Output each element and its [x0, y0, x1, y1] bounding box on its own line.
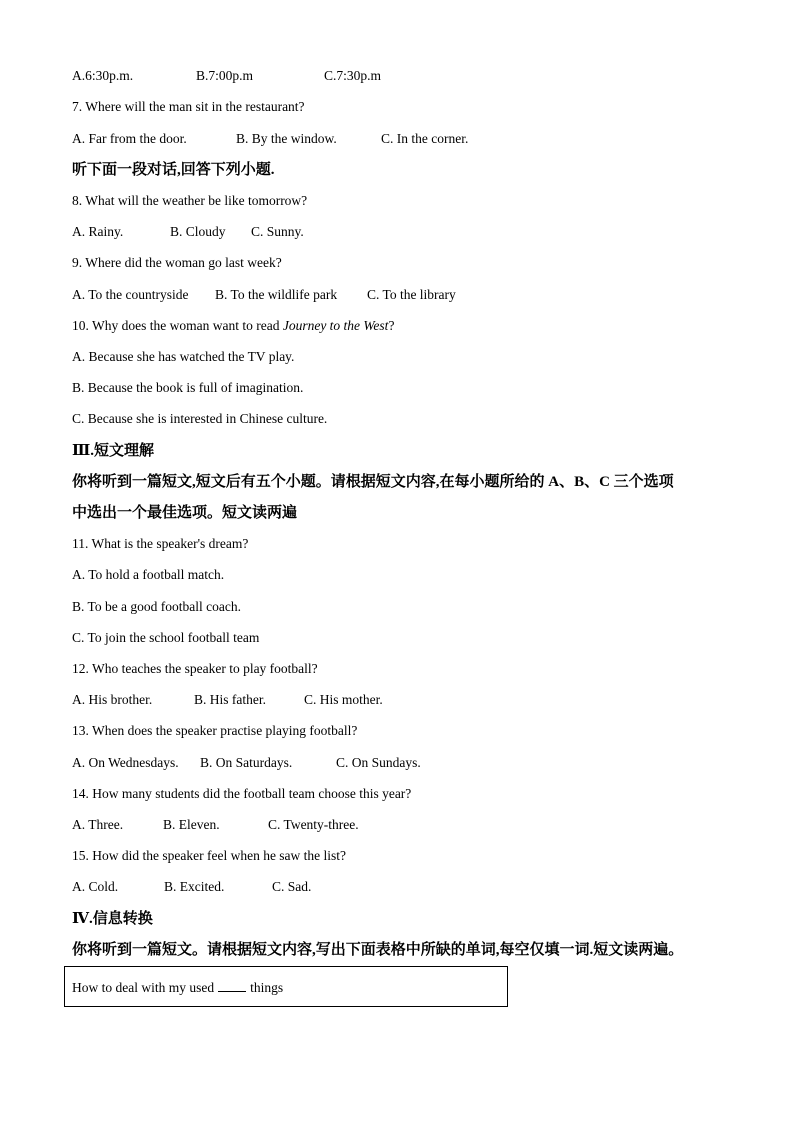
q8-question: 8. What will the weather be like tomorrow? [72, 193, 308, 208]
q15-question: 15. How did the speaker feel when he saw the list? [72, 848, 347, 863]
q9-option-b: B. To the wildlife park [215, 287, 338, 302]
answer-blank[interactable] [218, 979, 246, 992]
q12-option-a: A. His brother. [72, 692, 153, 707]
q13-option-a: A. On Wednesdays. [72, 755, 179, 770]
q8-option-b: B. Cloudy [170, 224, 226, 239]
q10-option-b: B. Because the book is full of imagination. [72, 380, 304, 395]
table-cell [72, 979, 283, 996]
q8-option-c: C. Sunny. [251, 224, 304, 239]
table-text-suffix: things [250, 980, 284, 995]
section3-title: Ⅲ.短文理解 [72, 443, 155, 459]
q10-book-title: Journey to the West [282, 318, 389, 333]
q15-option-c: C. Sad. [272, 879, 312, 894]
q11-option-a: A. To hold a football match. [72, 567, 225, 582]
q12-option-c: C. His mother. [304, 692, 383, 707]
q10-option-a: A. Because she has watched the TV play. [72, 349, 295, 364]
table-text-prefix: How to deal with my used [72, 980, 215, 995]
q14-option-c: C. Twenty-three. [268, 817, 359, 832]
section3-instruction-line1: 你将听到一篇短文,短文后有五个小题。请根据短文内容,在每小题所给的 A、B、C 三个选项 [72, 474, 674, 490]
q11-option-b: B. To be a good football coach. [72, 599, 242, 614]
q7-option-b: B. By the window. [236, 131, 337, 146]
q10-question-prefix: 10. Why does the woman want to read [72, 318, 283, 333]
q9-option-a: A. To the countryside [72, 287, 189, 302]
q9-question: 9. Where did the woman go last week? [72, 255, 282, 270]
q12-option-b: B. His father. [194, 692, 266, 707]
q15-option-b: B. Excited. [164, 879, 225, 894]
q13-option-b: B. On Saturdays. [200, 755, 293, 770]
q14-option-b: B. Eleven. [163, 817, 220, 832]
section4-instruction: 你将听到一篇短文。请根据短文内容,写出下面表格中所缺的单词,每空仅填一词.短文读两遍。 [72, 942, 684, 958]
q13-question: 13. When does the speaker practise playing football? [72, 723, 358, 738]
q13-option-c: C. On Sundays. [336, 755, 421, 770]
q10-question-suffix: ? [388, 318, 395, 333]
q14-option-a: A. Three. [72, 817, 124, 832]
info-table [64, 966, 508, 1007]
q6-option-a: A.6:30p.m. [72, 68, 134, 83]
q7-option-c: C. In the corner. [381, 131, 469, 146]
section4-title: Ⅳ.信息转换 [72, 911, 153, 927]
q10-option-c: C. Because she is interested in Chinese culture. [72, 411, 328, 426]
q11-option-c: C. To join the school football team [72, 630, 260, 645]
q12-question: 12. Who teaches the speaker to play football? [72, 661, 318, 676]
q14-question: 14. How many students did the football team choose this year? [72, 786, 412, 801]
q6-option-c: C.7:30p.m [324, 68, 382, 83]
q11-question: 11. What is the speaker's dream? [72, 536, 249, 551]
q15-option-a: A. Cold. [72, 879, 119, 894]
q8-option-a: A. Rainy. [72, 224, 124, 239]
q7-question: 7. Where will the man sit in the restaurant? [72, 99, 305, 114]
q6-option-b: B.7:00p.m [196, 68, 254, 83]
dialogue-instruction: 听下面一段对话,回答下列小题. [72, 162, 275, 178]
q7-option-a: A. Far from the door. [72, 131, 187, 146]
q10-question [72, 317, 394, 335]
q9-option-c: C. To the library [367, 287, 456, 302]
section3-instruction-line2: 中选出一个最佳选项。短文读两遍 [72, 505, 298, 521]
